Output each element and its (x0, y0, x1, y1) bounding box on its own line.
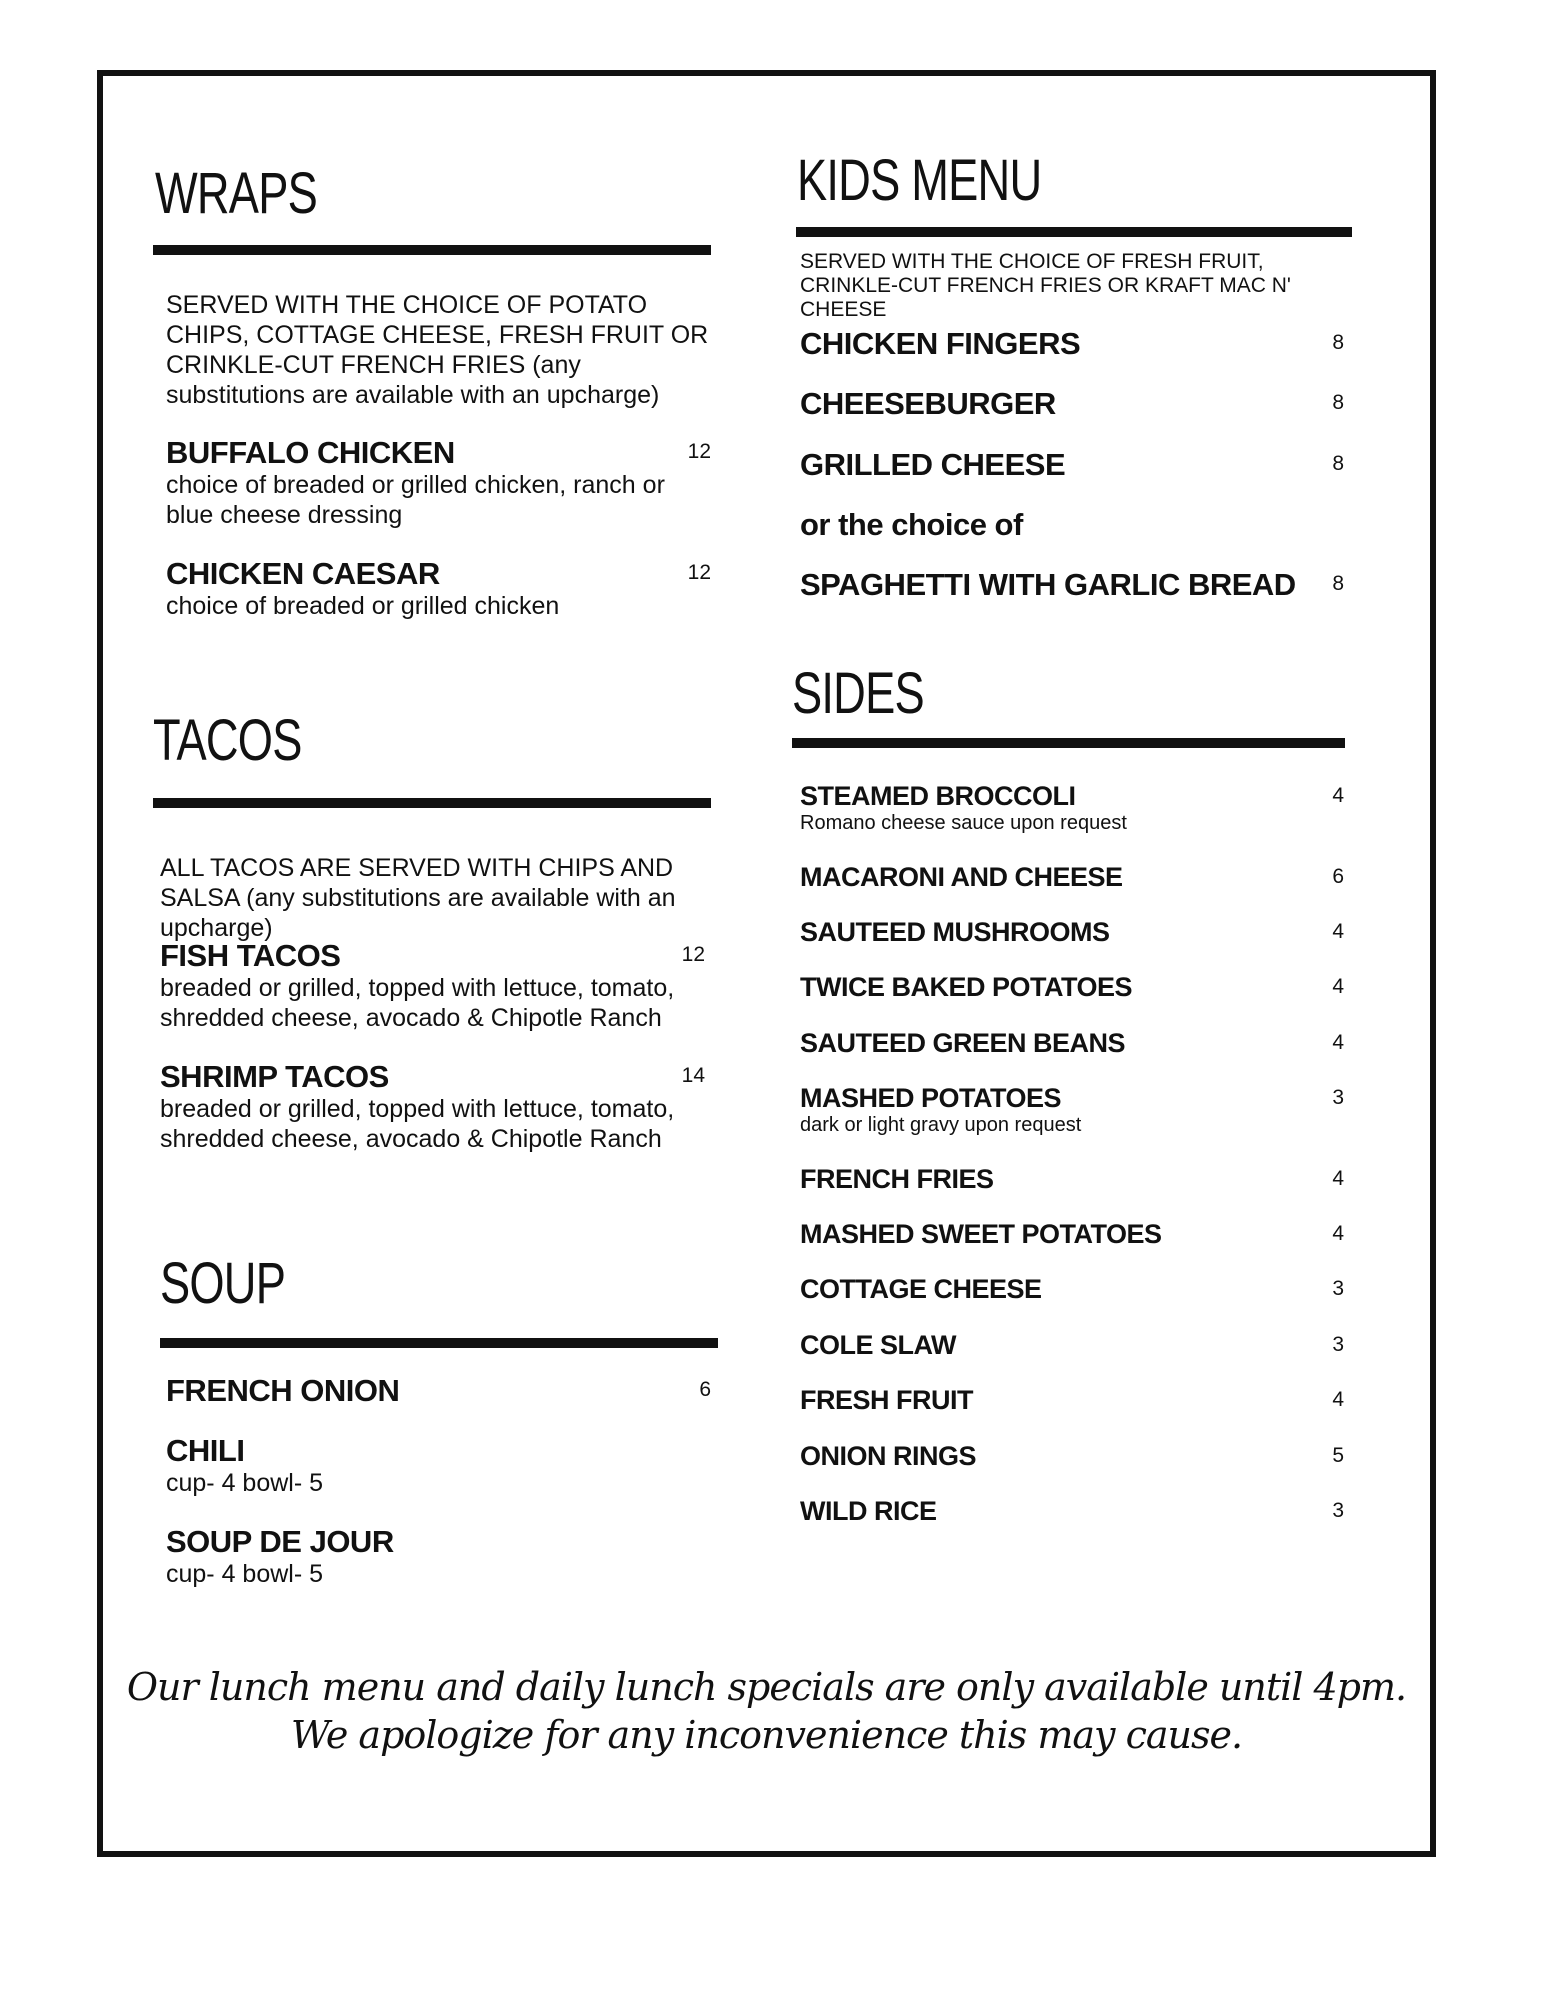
item-price: 12 (687, 440, 711, 463)
sides-item-french-fries (800, 1164, 1344, 1194)
tacos-intro: ALL TACOS ARE SERVED WITH CHIPS AND SALSA (any substitutions are available with an upcharge) (160, 854, 676, 942)
sides-item-macaroni-and-cheese (800, 862, 1344, 892)
item-name: FRENCH FRIES (800, 1164, 994, 1194)
item-description: cup- 4 bowl- 5 (166, 1469, 324, 1497)
item-price: 4 (1332, 920, 1344, 943)
sides-item-sauteed-green-beans (800, 1028, 1344, 1058)
item-name: WILD RICE (800, 1496, 937, 1526)
item-name: STEAMED BROCCOLI (800, 781, 1076, 811)
item-description: breaded or grilled, topped with lettuce, tomato, shredded cheese, avocado & Chipotle Ranch (160, 1095, 675, 1153)
item-price: 4 (1332, 975, 1344, 998)
item-name: MASHED SWEET POTATOES (800, 1219, 1162, 1249)
item-description: dark or light gravy upon request (800, 1114, 1082, 1136)
item-name: COTTAGE CHEESE (800, 1274, 1042, 1304)
item-name: ONION RINGS (800, 1441, 977, 1471)
soup-title: SOUP (160, 1251, 286, 1316)
tacos-title: TACOS (153, 708, 302, 773)
item-price: 3 (1332, 1499, 1344, 1522)
item-description: breaded or grilled, topped with lettuce, tomato, shredded cheese, avocado & Chipotle Ranch (160, 974, 675, 1032)
item-name: TWICE BAKED POTATOES (800, 972, 1133, 1002)
item-description: choice of breaded or grilled chicken (166, 592, 560, 620)
item-name: SAUTEED GREEN BEANS (800, 1028, 1126, 1058)
item-name: SPAGHETTI WITH GARLIC BREAD (800, 567, 1296, 602)
sides-item-mashed-sweet-potatoes (800, 1219, 1344, 1249)
item-name: or the choice of (800, 507, 1023, 542)
item-name: CHICKEN CAESAR (166, 556, 440, 591)
item-name: GRILLED CHEESE (800, 447, 1066, 482)
sides-item-onion-rings (800, 1441, 1344, 1471)
sides-item-mashed-potatoes (800, 1083, 1344, 1137)
wraps-item-chicken-caesar (166, 557, 711, 621)
item-name: SAUTEED MUSHROOMS (800, 917, 1110, 947)
footer-note-line2: We apologize for any inconvenience this may cause. (290, 1713, 1243, 1757)
sides-item-cottage-cheese (800, 1274, 1344, 1304)
item-name: CHEESEBURGER (800, 386, 1056, 421)
sides-item-twice-baked-potatoes (800, 972, 1344, 1002)
sides-item-wild-rice (800, 1496, 1344, 1526)
kids-item-choice-note (800, 508, 1344, 542)
item-description: Romano cheese sauce upon request (800, 812, 1127, 834)
soup-item-french-onion (166, 1374, 711, 1408)
item-description: choice of breaded or grilled chicken, ranch or blue cheese dressing (166, 471, 665, 529)
item-price: 4 (1332, 1222, 1344, 1245)
item-price: 8 (1332, 572, 1344, 595)
item-price: 6 (699, 1378, 711, 1401)
item-price: 14 (681, 1064, 705, 1087)
item-price: 3 (1332, 1086, 1344, 1109)
item-price: 5 (1332, 1444, 1344, 1467)
item-description: cup- 4 bowl- 5 (166, 1560, 324, 1588)
sides-item-sauteed-mushrooms (800, 917, 1344, 947)
wraps-intro: SERVED WITH THE CHOICE OF POTATO CHIPS, COTTAGE CHEESE, FRESH FRUIT OR CRINKLE-CUT FRENCH FRIES (any substitutions are available with an upcharge) (166, 291, 709, 409)
item-name: CHILI (166, 1433, 245, 1468)
item-name: FRESH FRUIT (800, 1385, 973, 1415)
item-price: 8 (1332, 391, 1344, 414)
tacos-rule (153, 798, 711, 808)
kids-item-chicken-fingers (800, 327, 1344, 361)
item-price: 8 (1332, 452, 1344, 475)
item-price: 12 (681, 943, 705, 966)
kids-menu-title: KIDS MENU (797, 148, 1042, 213)
item-name: MASHED POTATOES (800, 1083, 1062, 1113)
item-price: 4 (1332, 784, 1344, 807)
item-price: 4 (1332, 1031, 1344, 1054)
wraps-rule (153, 245, 711, 255)
item-name: FISH TACOS (160, 938, 341, 973)
item-price: 3 (1332, 1277, 1344, 1300)
item-name: CHICKEN FINGERS (800, 326, 1081, 361)
footer-note-line1: Our lunch menu and daily lunch specials are only available until 4pm. (126, 1665, 1407, 1709)
soup-rule (160, 1338, 718, 1348)
sides-item-fresh-fruit (800, 1385, 1344, 1415)
item-price: 3 (1332, 1333, 1344, 1356)
item-name: SOUP DE JOUR (166, 1524, 394, 1559)
sides-title: SIDES (792, 661, 924, 726)
kids-item-cheeseburger (800, 387, 1344, 421)
item-price: 8 (1332, 331, 1344, 354)
item-price: 4 (1332, 1167, 1344, 1190)
tacos-item-shrimp-tacos (160, 1060, 705, 1154)
sides-rule (792, 738, 1345, 748)
kids-item-grilled-cheese (800, 448, 1344, 482)
tacos-item-fish-tacos (160, 939, 705, 1033)
item-price: 12 (687, 561, 711, 584)
soup-item-soup-de-jour (166, 1525, 711, 1589)
item-name: SHRIMP TACOS (160, 1059, 389, 1094)
wraps-item-buffalo-chicken (166, 436, 711, 530)
kids-menu-rule (796, 227, 1352, 237)
item-price: 6 (1332, 865, 1344, 888)
sides-item-cole-slaw (800, 1330, 1344, 1360)
sides-item-steamed-broccoli (800, 781, 1344, 835)
item-name: MACARONI AND CHEESE (800, 862, 1123, 892)
kids-menu-intro: SERVED WITH THE CHOICE OF FRESH FRUIT, CRINKLE-CUT FRENCH FRIES OR KRAFT MAC N' CHEESE (800, 250, 1291, 321)
item-name: COLE SLAW (800, 1330, 956, 1360)
wraps-title: WRAPS (155, 161, 317, 226)
item-name: FRENCH ONION (166, 1373, 400, 1408)
item-price: 4 (1332, 1388, 1344, 1411)
kids-item-spaghetti (800, 568, 1344, 602)
item-name: BUFFALO CHICKEN (166, 435, 455, 470)
soup-item-chili (166, 1434, 711, 1498)
